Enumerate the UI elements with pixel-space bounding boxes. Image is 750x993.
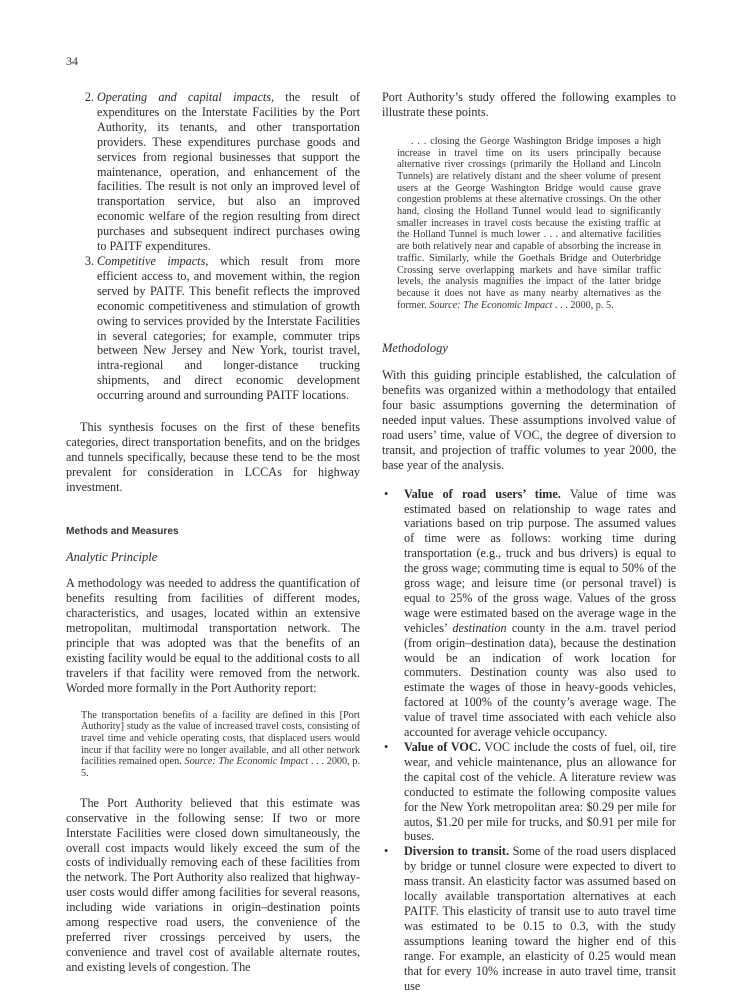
quote-source-rest: . . . 2000, p. 5. [81,756,361,780]
assumptions-list [382,487,676,993]
bullet-lead: Value of VOC. [404,740,481,755]
bullet-lead: Diversion to transit. [404,844,509,859]
bullet-lead: Value of road users’ time. [404,486,561,501]
block-quote [81,710,360,780]
bullet-item [393,740,676,844]
list-item [97,90,360,254]
impacts-list [66,90,360,403]
list-item-text: the result of expenditures on the Interstate Facilities by the Port Authority, its tenants, and other transportation providers. These expenditures purchase goods and services from regional businesses that support the maintenance, operation, and enhancement of the facilities. The result is not only an improved level of transportation service, but also an improved economic welfare of the region resulting from direct purchases and subsequent indirect purchases owing to PAITF expenditures. [97,90,360,254]
analytic-paragraph: A methodology was needed to address the quantification of benefits resulting from facilities of different modes, characteristics, and usages, located within an extensive metropolitan, multimodal transportation network. The principle that was adopted was that the benefits of an existing facility would be equal to the additional costs to all travelers if that facility were removed from the network. Worded more formally in the Port Authority report: [66,576,360,695]
section-heading: Methods and Measures [66,525,179,537]
bullet-item [393,844,676,993]
list-item-text: which result from more efficient access to, and movement within, the region served by PAITF. This benefit reflects the improved economic competitiveness and stimulation of growth owing to services provided by the Interstate Facilities in several categories; for example, commuter trips between New Jersey and New York, tourist travel, intra-regional and longer-distance trucking shipments, and direct economic development occurring around and surrounding PAITF locations. [97,253,361,403]
bullet-item [393,487,676,740]
page-number: 34 [66,54,78,68]
bullet-text: Value of time was estimated based on relationship to wage rates and variations based on trip purpose. The assumed values of time were as follows: working time during transportation (e.g., truck and bus drivers) is equal to the gross wage; commuting time is equal to 50% of the gross wage; and leisure time (or personal travel) is equal to 25% of the gross wage. Values of the gross wage were estimated based on the average wage in the vehicles’ [404,486,676,635]
quote-source-rest: . . . 2000, p. 5. [552,299,614,311]
block-quote [397,136,661,312]
quote-text: The transportation benefits of a facility are defined in this [Port Authority] study as the value of increased travel costs, consisting of travel time and vehicle operating costs, that displaced users would incur if that facility were no longer available, and all other network facilities remained open. [81,709,360,768]
bullet-text: Some of the road users displaced by bridge or tunnel closure were expected to divert to mass transit. An elasticity factor was assumed based on locally available transportation alternatives at each PAITF. This elasticity of transit use to auto travel time was estimated to be 0.15 to 0.3, with the study assumptions leaning toward the higher end of this range. For example, an elasticity of 0.25 would mean that for every 10% increase in auto travel time, transit use [404,844,677,993]
bullet-emphasis: destination [452,620,507,635]
left-column [66,90,360,975]
synthesis-paragraph: This synthesis focuses on the first of these benefits categories, direct transportation benefits, and on the bridges and tunnels specifically, because these tend to be the most prevalent for consideration in LCCAs for highway investment. [66,420,360,494]
bullet-text: VOC include the costs of fuel, oil, tire wear, and vehicle maintenance, plus an allowance for the capital cost of the vehicle. A literature review was conducted to estimate the following composite values for the New York metropolitan area: $0.29 per mile for autos, $1.20 per mile for trucks, and $0.91 per mile for buses. [404,740,676,844]
quote-source: Source: The Economic Impact [184,756,309,768]
subsection-heading: Analytic Principle [66,550,158,565]
list-item-lead: Operating and capital impacts, [97,90,275,104]
right-column [382,90,676,993]
subsection-heading: Methodology [382,341,448,356]
list-item-lead: Competitive impacts, [97,253,209,268]
conservative-paragraph: The Port Authority believed that this estimate was conservative in the following sense: If two or more Interstate Facilities were closed down simultaneously, the overall cost impacts would likely exceed the sum of the costs of individually removing each of these facilities from the network. The Port Authority also realized that highway-user costs would differ among facilities for several reasons, including wide variations in origin–destination points among respective road users, the convenience of the preferred river crossings perceived by users, the convenience and travel cost of available alternate routes, and existing levels of congestion. The [66,795,360,974]
list-item [97,254,360,403]
quote-text: . . . closing the George Washington Bridge imposes a high increase in travel time on its users principally because alternative river crossings (primarily the Holland and Lincoln Tunnels) are relatively distant and the sheer volume of present users at the George Washington Bridge would cause grave congestion problems at these alternative crossings. On the other hand, closing the Holland Tunnel would lead to significantly smaller increases in travel costs because the existing traffic at the Holland Tunnel is much lower . . . and alternative facilities are both relatively near and capable of absorbing the increase in traffic. Similarly, while the Goethals Bridge and Outerbridge Crossing serve overlapping markets and have similar traffic levels, the analysis magnifies the impact of the latter bridge because it does not have as many nearby alternatives as the former. [397,135,661,311]
quote-source: Source: The Economic Impact [429,299,553,311]
methodology-paragraph: With this guiding principle established, the calculation of benefits was organized within a methodology that entailed four basic assumptions governing the determination of needed input values. These assumptions involved value of road users’ time, value of VOC, the degree of diversion to transit, and projection of traffic volumes to year 2000, the base year of the analysis. [382,368,676,472]
continuation-paragraph: Port Authority’s study offered the following examples to illustrate these points. [382,90,676,119]
bullet-text-after: county in the a.m. travel period (from origin–destination data), because the destination would be an indication of work location for commuters. Destination county was also used to estimate the wages of those in heavy-goods vehicles, factored at 100% of the county’s average wage. The value of travel time associated with each vehicle also accounted for average vehicle occupancy. [404,620,676,740]
